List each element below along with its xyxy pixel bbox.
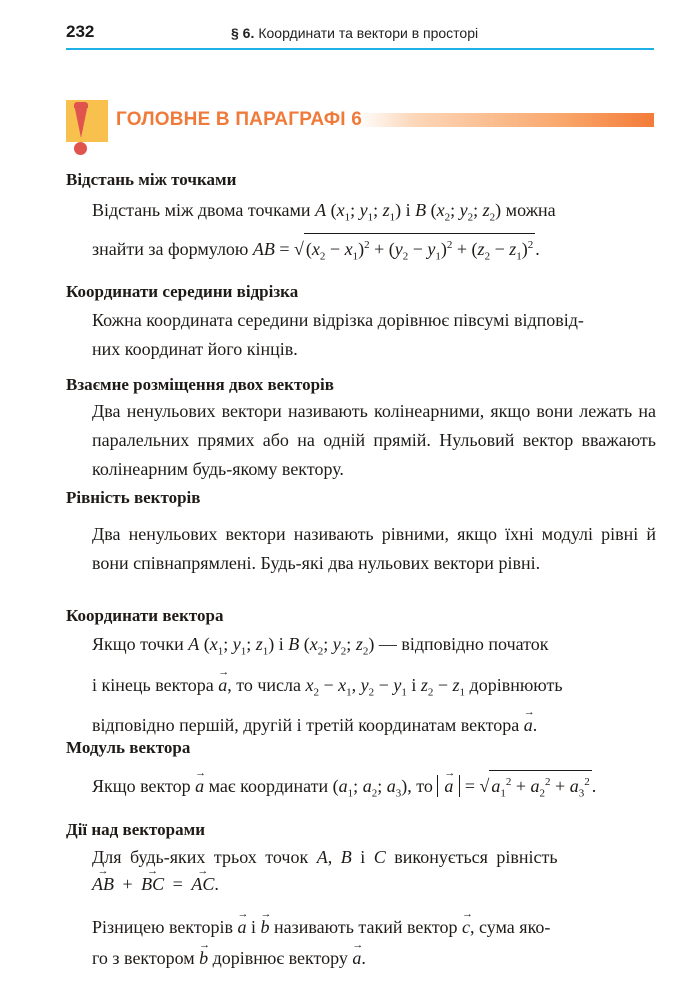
section-vector-coordinates	[66, 606, 656, 742]
section-title: Координати вектора	[66, 606, 224, 625]
vector-b: → b	[261, 912, 270, 943]
paragraph: Для будь-яких трьох точок A, B і C виконується рівність → AB + → BC = → AC.	[92, 844, 656, 898]
section-equality	[66, 488, 656, 578]
vector-b: → b	[199, 943, 208, 974]
exclamation-icon-bar	[74, 104, 88, 138]
vector-a: → a	[218, 669, 227, 702]
banner-title: ГОЛОВНЕ В ПАРАГРАФІ 6	[116, 109, 362, 130]
section-title: Рівність векторів	[66, 488, 201, 507]
vector-ab: → AB	[92, 871, 114, 898]
distance-formula: AB	[252, 238, 275, 259]
banner-gradient-stripe	[356, 113, 654, 127]
summary-banner	[66, 100, 654, 146]
section-title: Дії над векторами	[66, 820, 206, 839]
vector-a: → a	[524, 709, 533, 742]
section-mark: § 6.	[231, 25, 255, 41]
exclamation-icon-dot	[74, 142, 87, 155]
section-distance	[66, 170, 656, 267]
vector-ac: → AC	[191, 871, 214, 898]
modulus-expression: → a	[437, 775, 460, 797]
paragraph: Різницею векторів → a і → b називають такий вектор → c, сума яко- го з вектором → b дорівнює вектору → a.	[92, 912, 656, 974]
vector-bc: → BC	[141, 871, 164, 898]
section-title: Координати середини відрізка	[66, 282, 299, 301]
section-collinear	[66, 375, 656, 484]
section-midpoint	[66, 282, 656, 364]
paragraph: Відстань між двома точками A ($x_1$; $y_1$; $z_1$) і B ($x_2$; $y_2$; $z_2$) можна знайти за формулою AB = √ $(x_2 - x_1)^2 + (y_2 - y_1)^2 + (z_2 - z_1)^2$ .	[92, 196, 656, 267]
sqrt-expression: $(x_2 - x_1)^2 + (y_2 - y_1)^2 + (z_2 - z_1)^2$	[304, 233, 535, 268]
section-title: Координати та вектори в просторі	[258, 25, 479, 41]
section-vector-operations	[66, 820, 656, 974]
vector-a: → a	[237, 912, 246, 943]
paragraph: Якщо точки A ($x_1$; $y_1$; $z_1$) і B ($x_2$; $y_2$; $z_2$) — відповідно початок і кінець вектора → a, то числа $x_2 - x_1$, $y_2 - y_1$ і $z_2 - z_1$ дорівнюють відповідно першій, другій і третій координатам вектора → a.	[92, 628, 656, 742]
section-vector-modulus	[66, 738, 656, 809]
sqrt-expression: $a_1^2 + a_2^2 + a_3^2$	[489, 770, 591, 805]
section-title: Модуль вектора	[66, 738, 191, 757]
paragraph: Якщо вектор → a має координати ($a_1$; $a_2$; $a_3$), то → a = √ $a_1^2 + a_2^2 + a_3^2$ .	[92, 770, 656, 809]
running-title	[231, 25, 478, 41]
section-title: Взаємне розміщення двох векторів	[66, 375, 334, 394]
vector-a: → a	[195, 772, 204, 801]
vector-c: → c	[462, 912, 470, 943]
section-title: Відстань між точками	[66, 170, 237, 189]
paragraph: Два ненульових вектори називають рівними, якщо їхні модулі рівні й вони співнапрямлені. Будь-які два нульових вектори рівні.	[92, 524, 656, 573]
paragraph: Два ненульових вектори називають колінеарними, якщо вони лежать на паралельних прямих або на одній прямій. Нульовий вектор вважають колінеарним будь-якому вектору.	[92, 401, 657, 479]
vector-a: → a	[352, 943, 361, 974]
paragraph: Кожна координата середини відрізка дорівнює півсумі відповід- них координат його кінців.	[92, 310, 584, 359]
formula: A	[315, 200, 327, 220]
running-header	[66, 22, 654, 50]
page-number: 232	[66, 22, 95, 41]
